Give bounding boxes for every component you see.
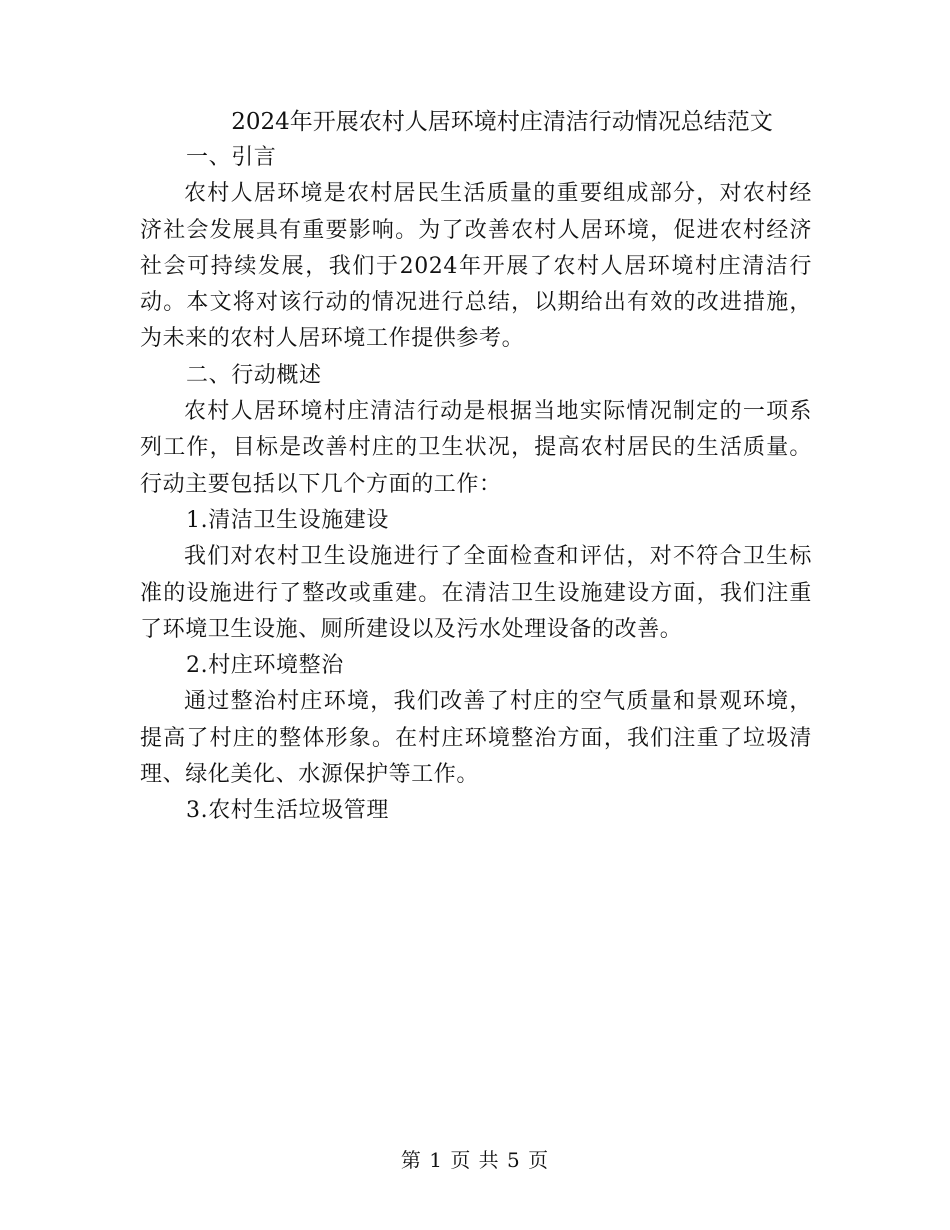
paragraph-overview: 农村人居环境村庄清洁行动是根据当地实际情况制定的一项系列工作，目标是改善村庄的卫生状况，提高农村居民的生活质量。行动主要包括以下几个方面的工作：: [140, 399, 812, 497]
subheading-sanitation-facilities: 1.清洁卫生设施建设: [186, 507, 389, 533]
paragraph-village-environment: 通过整治村庄环境，我们改善了村庄的空气质量和景观环境，提高了村庄的整体形象。在村庄环境整治方面，我们注重了垃圾清理、绿化美化、水源保护等工作。: [140, 689, 812, 788]
section-heading-introduction: 一、引言: [186, 145, 277, 170]
paragraph-sanitation-facilities: 我们对农村卫生设施进行了全面检查和评估，对不符合卫生标准的设施进行了整改或重建。在清洁卫生设施建设方面，我们注重了环境卫生设施、厕所建设以及污水处理设备的改善。: [140, 544, 812, 642]
section-heading-overview: 二、行动概述: [186, 362, 322, 388]
paragraph-introduction: 农村人居环境是农村居民生活质量的重要组成部分，对农村经济社会发展具有重要影响。为了改善农村人居环境，促进农村经济社会可持续发展，我们于2024年开展了农村人居环境村庄清洁行动。本文将对该行动的情况进行总结，以期给出有效的改进措施，为未来的农村人居环境工作提供参考。: [140, 181, 812, 352]
subheading-waste-management: 3.农村生活垃圾管理: [186, 798, 389, 824]
subheading-village-environment: 2.村庄环境整治: [186, 653, 344, 679]
page-footer: 第 1 页 共 5 页: [400, 1148, 550, 1172]
document-title: 2024年开展农村人居环境村庄清洁行动情况总结范文: [231, 109, 773, 135]
document-body: [140, 104, 812, 830]
